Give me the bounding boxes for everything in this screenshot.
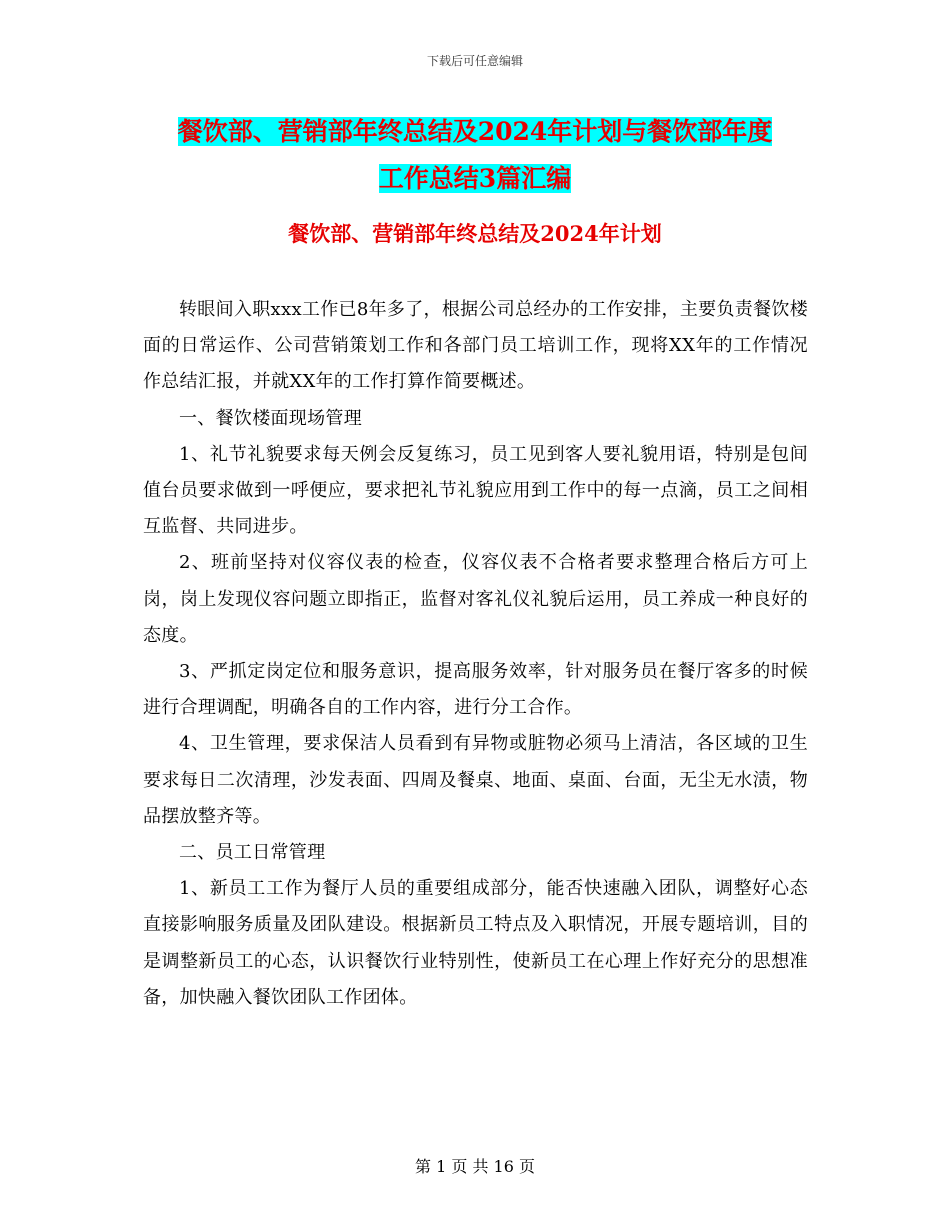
section-title: 餐饮部、营销部年终总结及2024年计划 (288, 221, 662, 246)
page-number: 第 1 页 共 16 页 (415, 1157, 535, 1176)
document-title-line-1: 餐饮部、营销部年终总结及2024年计划与餐饮部年度 (177, 117, 773, 146)
paragraph-item-1: 1、礼节礼貌要求每天例会反复练习，员工见到客人要礼貌用语，特别是包间值台员要求做到一呼便应，要求把礼节礼貌应用到工作中的每一点滴，员工之间相互监督、共同进步。 (143, 443, 808, 538)
paragraph-item-3: 3、严抓定岗定位和服务意识，提高服务效率，针对服务员在餐厅客多的时候进行合理调配，明确各自的工作内容，进行分工合作。 (143, 661, 808, 719)
header-note: 下载后可任意编辑 (426, 54, 523, 68)
heading-staff-management: 二、员工日常管理 (179, 842, 326, 864)
document-title-line-2: 工作总结3篇汇编 (378, 164, 572, 193)
document-body (143, 292, 808, 1016)
paragraph-item-4: 4、卫生管理，要求保洁人员看到有异物或脏物必须马上清洁，各区域的卫生要求每日二次清理，沙发表面、四周及餐桌、地面、桌面、台面，无尘无水渍，物品摆放整齐等。 (143, 733, 808, 827)
paragraph-item-2: 2、班前坚持对仪容仪表的检查，仪容仪表不合格者要求整理合格后方可上岗，岗上发现仪容问题立即指正，监督对客礼仪礼貌后运用，员工养成一种良好的态度。 (143, 552, 808, 646)
paragraph-intro: 转眼间入职xxx工作已8年多了，根据公司总经办的工作安排，主要负责餐饮楼面的日常运作、公司营销策划工作和各部门员工培训工作，现将XX年的工作情况作总结汇报，并就XX年的工作打算作简要概述。 (143, 299, 808, 393)
document-title (140, 108, 810, 202)
paragraph-staff-item-1: 1、新员工工作为餐厅人员的重要组成部分，能否快速融入团队，调整好心态直接影响服务质量及团队建设。根据新员工特点及入职情况，开展专题培训，目的是调整新员工的心态，认识餐饮行业特别性，使新员工在心理上作好充分的思想准备，加快融入餐饮团队工作团体。 (143, 878, 808, 1008)
heading-floor-management: 一、餐饮楼面现场管理 (179, 407, 362, 429)
